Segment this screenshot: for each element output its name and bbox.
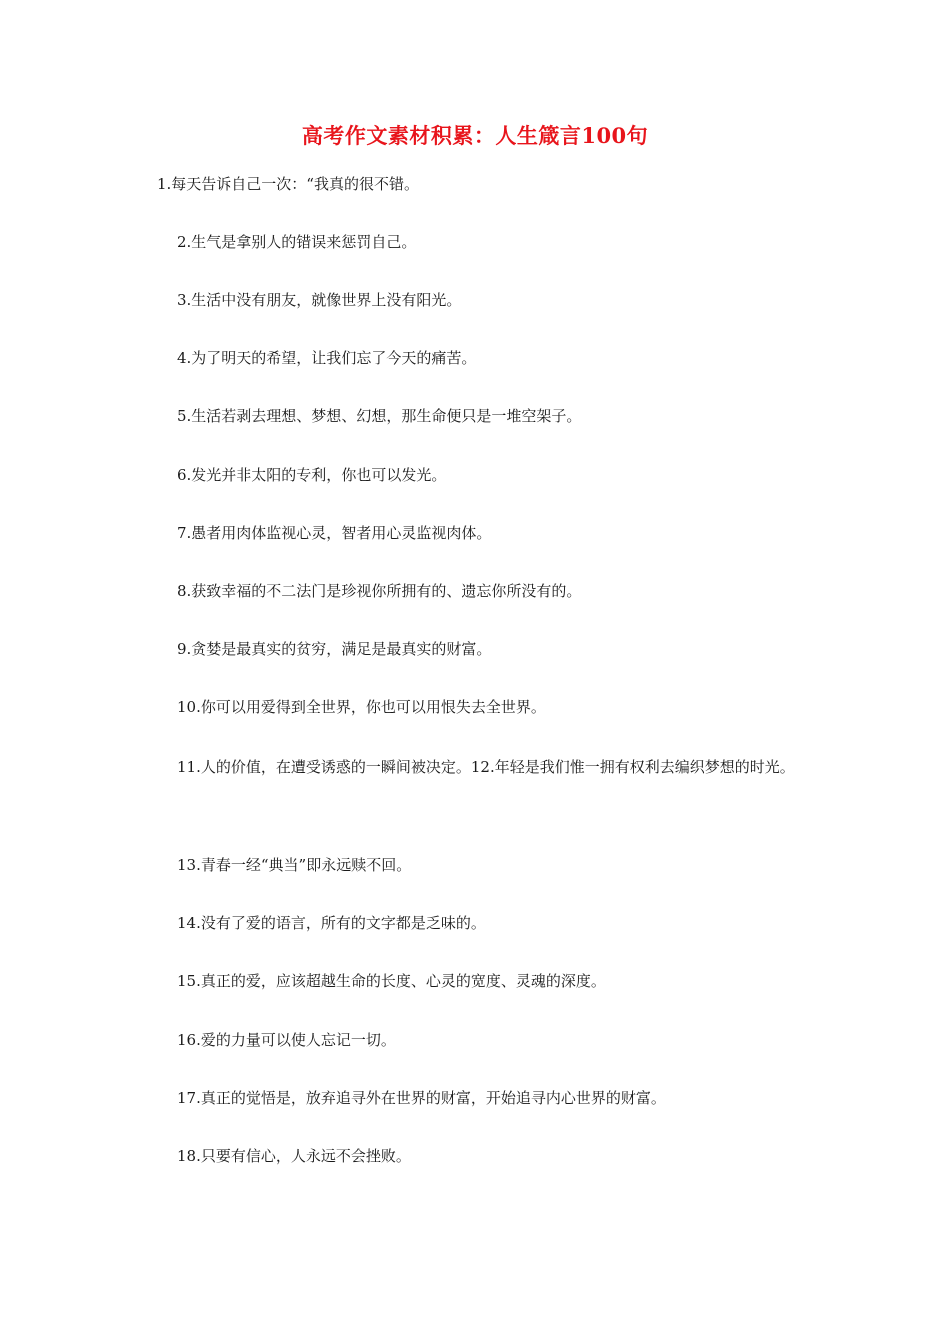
quote-item-13: 13.青春一经“典当”即永远赎不回。 xyxy=(177,856,412,874)
quote-item-16: 16.爱的力量可以使人忘记一切。 xyxy=(177,1031,396,1049)
quote-item-10: 10.你可以用爱得到全世界，你也可以用恨失去全世界。 xyxy=(177,698,546,716)
quote-item-15: 15.真正的爱，应该超越生命的长度、心灵的宽度、灵魂的深度。 xyxy=(177,972,606,990)
quote-item-1: 1.每天告诉自己一次：“我真的很不错。 xyxy=(157,175,419,193)
document-title: 高考作文素材积累：人生箴言100句 xyxy=(301,123,649,148)
quote-item-9: 9.贪婪是最真实的贫穷，满足是最真实的财富。 xyxy=(177,640,492,658)
quote-item-8: 8.获致幸福的不二法门是珍视你所拥有的、遗忘你所没有的。 xyxy=(177,582,582,600)
quote-item-18: 18.只要有信心，人永远不会挫败。 xyxy=(177,1147,411,1165)
quote-item-6: 6.发光并非太阳的专利，你也可以发光。 xyxy=(177,466,447,484)
quote-item-5: 5.生活若剥去理想、梦想、幻想，那生命便只是一堆空架子。 xyxy=(177,407,582,425)
quote-item-7: 7.愚者用肉体监视心灵，智者用心灵监视肉体。 xyxy=(177,524,492,542)
quote-item-2: 2.生气是拿别人的错误来惩罚自己。 xyxy=(177,233,417,251)
quote-item-14: 14.没有了爱的语言，所有的文字都是乏味的。 xyxy=(177,914,486,932)
quote-item-3: 3.生活中没有朋友，就像世界上没有阳光。 xyxy=(177,291,462,309)
quote-item-11-12: 11.人的价值，在遭受诱惑的一瞬间被决定。12.年轻是我们惟一拥有权利去编织梦想的时光。 xyxy=(177,758,795,776)
quote-item-17: 17.真正的觉悟是，放弃追寻外在世界的财富，开始追寻内心世界的财富。 xyxy=(177,1089,666,1107)
quote-item-4: 4.为了明天的希望，让我们忘了今天的痛苦。 xyxy=(177,349,477,367)
